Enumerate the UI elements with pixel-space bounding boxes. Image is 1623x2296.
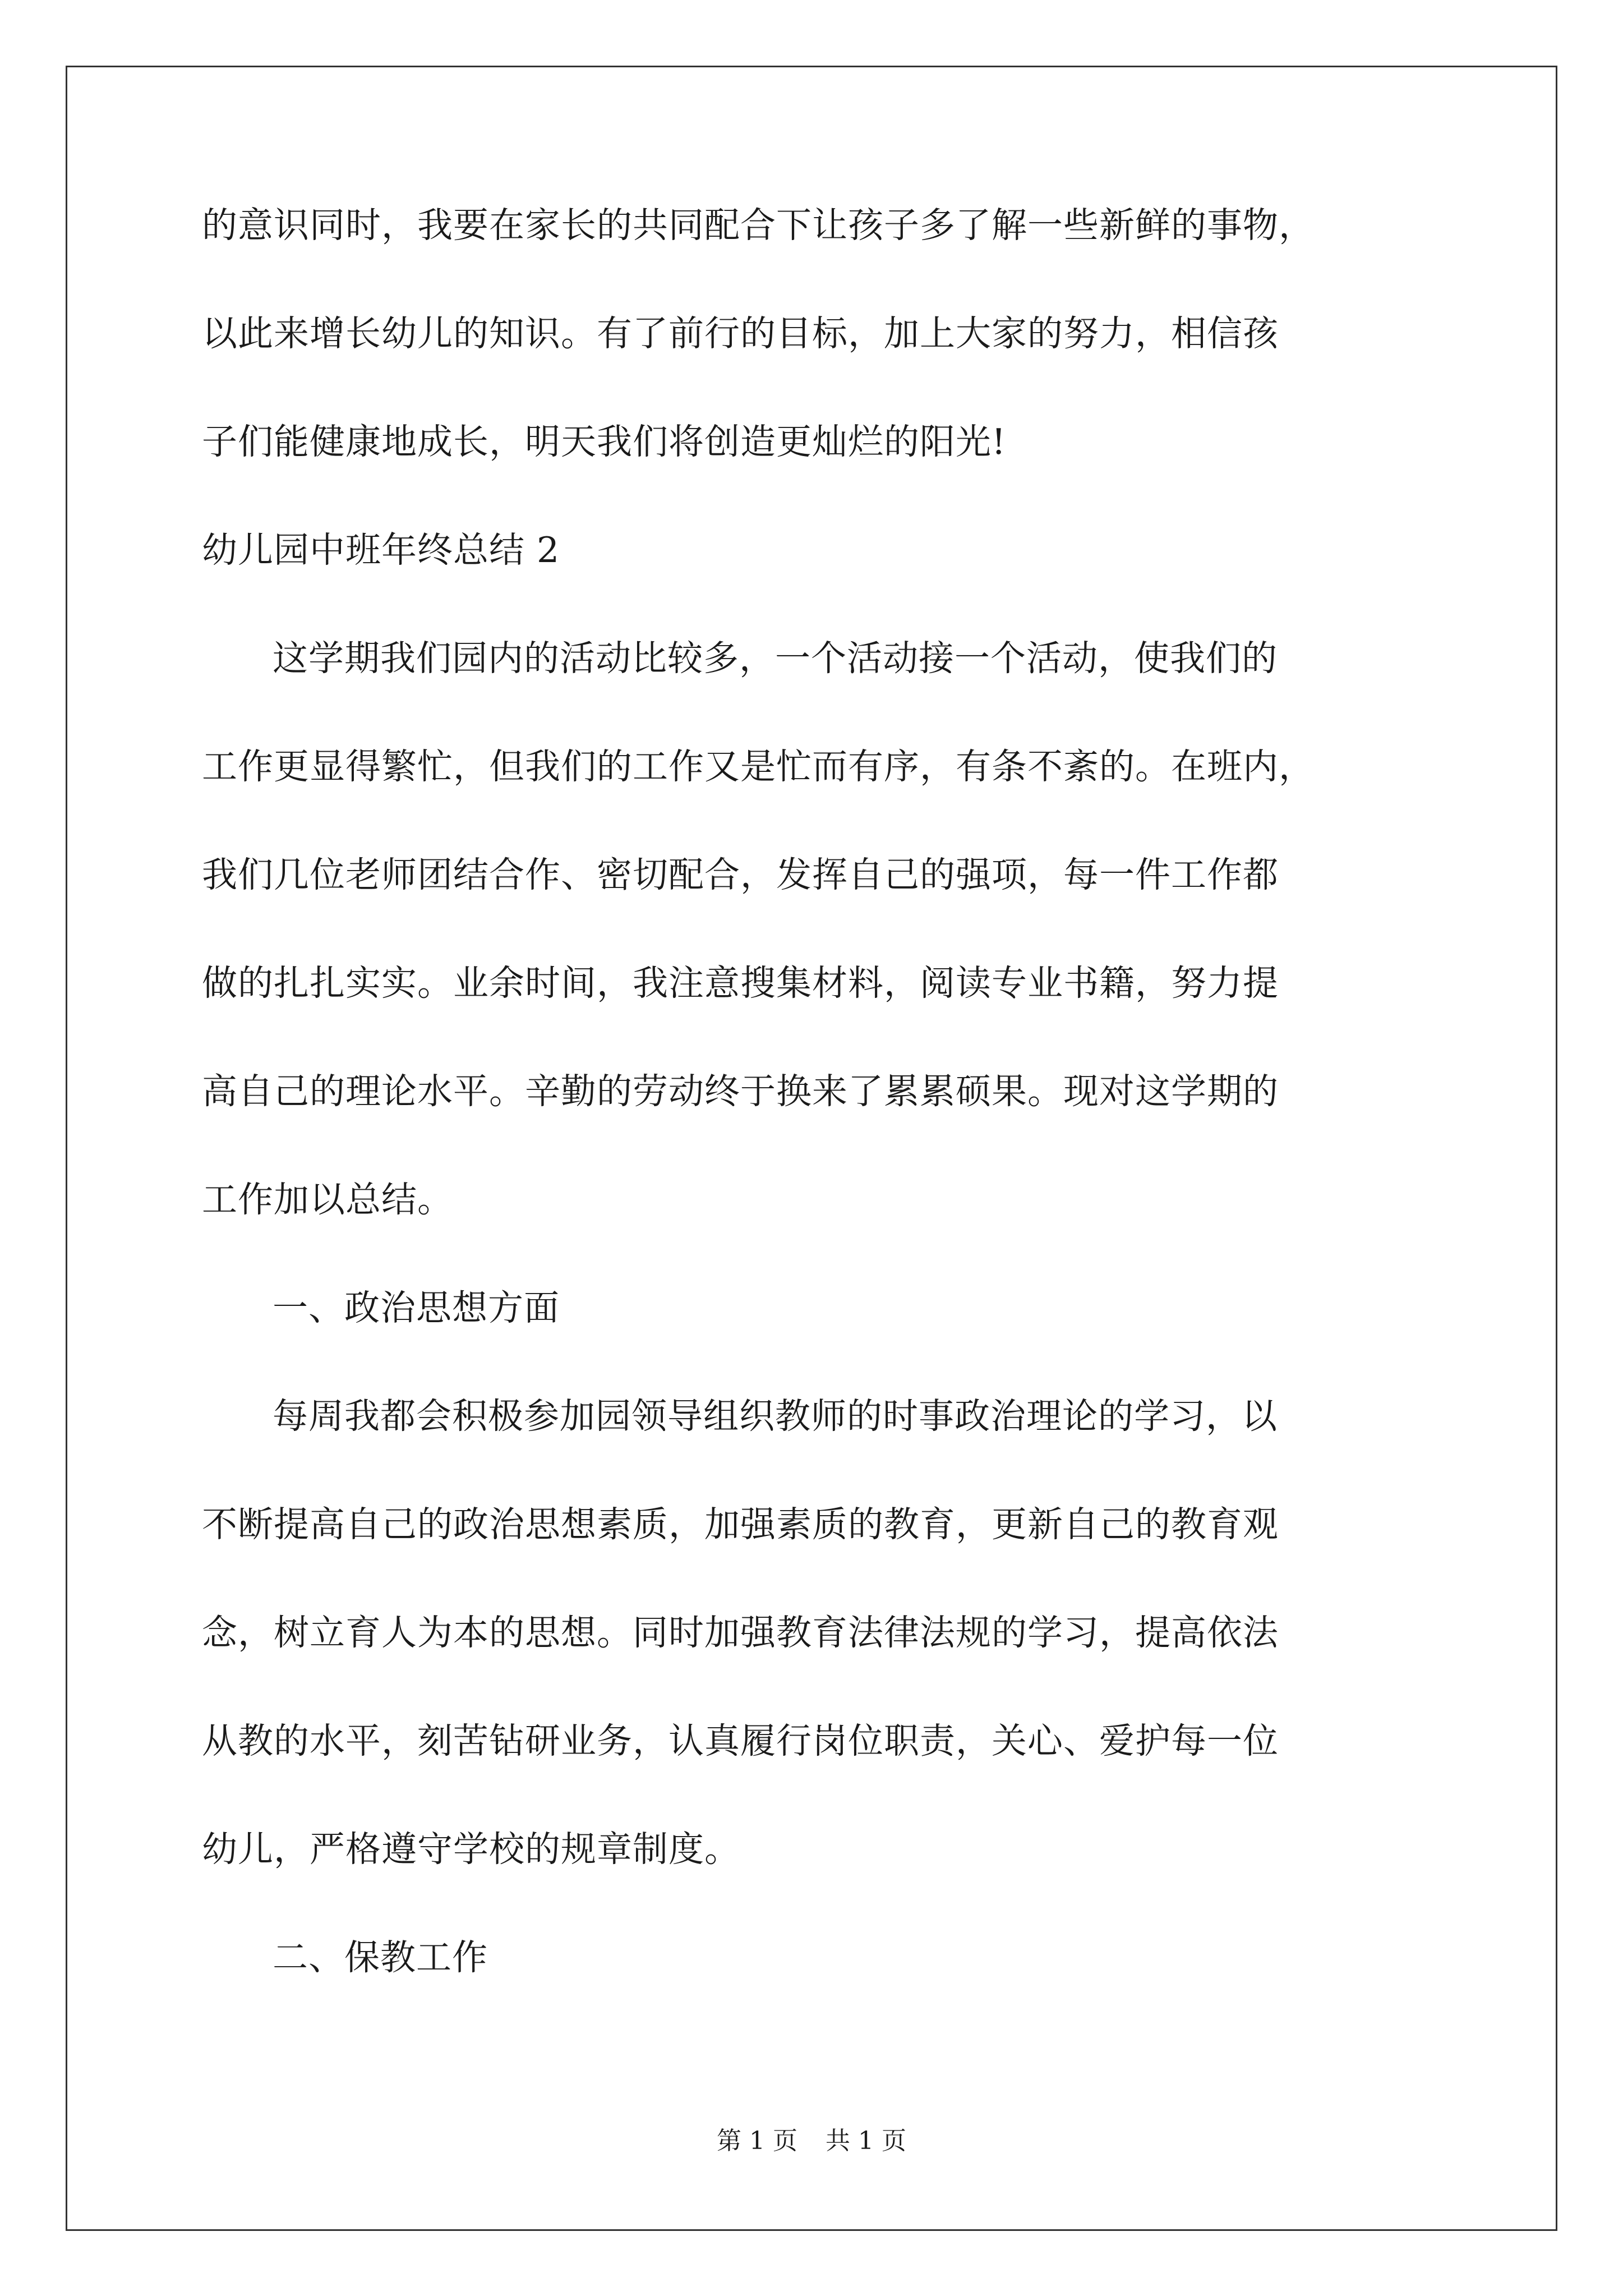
- paragraph-line: 每周我都会积极参加园领导组织教师的时事政治理论的学习，以: [273, 1396, 1278, 1437]
- page-footer: [0, 2129, 1623, 2154]
- paragraph-line: 我们几位老师团结合作、密切配合，发挥自己的强项，每一件工作都: [202, 854, 1279, 895]
- paragraph-line: 工作加以总结。: [202, 1179, 453, 1220]
- page-number: 第 1 页: [717, 2127, 797, 2155]
- paragraph-line: 不断提高自己的政治思想素质，加强素质的教育，更新自己的教育观: [202, 1504, 1279, 1545]
- paragraph-line: 以此来增长幼儿的知识。有了前行的目标，加上大家的努力，相信孩: [202, 313, 1279, 354]
- paragraph-line: 从教的水平，刻苦钻研业务，认真履行岗位职责，关心、爱护每一位: [202, 1720, 1279, 1761]
- paragraph-line: 这学期我们园内的活动比较多，一个活动接一个活动，使我们的: [273, 638, 1278, 679]
- paragraph-line: 幼儿，严格遵守学校的规章制度。: [202, 1829, 740, 1870]
- page-total: 共 1 页: [826, 2127, 906, 2155]
- paragraph-line: 念，树立育人为本的思想。同时加强教育法律法规的学习，提高依法: [202, 1612, 1279, 1653]
- paragraph-line: 高自己的理论水平。辛勤的劳动终于换来了累累硕果。现对这学期的: [202, 1071, 1279, 1112]
- paragraph-line: 做的扎扎实实。业余时间，我注意搜集材料，阅读专业书籍，努力提: [202, 963, 1279, 1004]
- section-heading: 幼儿园中班年终总结 2: [202, 530, 560, 570]
- subsection-heading: 一、政治思想方面: [273, 1287, 560, 1328]
- paragraph-line: 子们能健康地成长，明天我们将创造更灿烂的阳光!: [202, 421, 1007, 462]
- subsection-heading: 二、保教工作: [273, 1937, 488, 1978]
- paragraph-line: 的意识同时，我要在家长的共同配合下让孩子多了解一些新鲜的事物，: [202, 205, 1315, 246]
- document-body: [202, 205, 1436, 2048]
- paragraph-line: 工作更显得繁忙，但我们的工作又是忙而有序，有条不紊的。在班内，: [202, 746, 1315, 787]
